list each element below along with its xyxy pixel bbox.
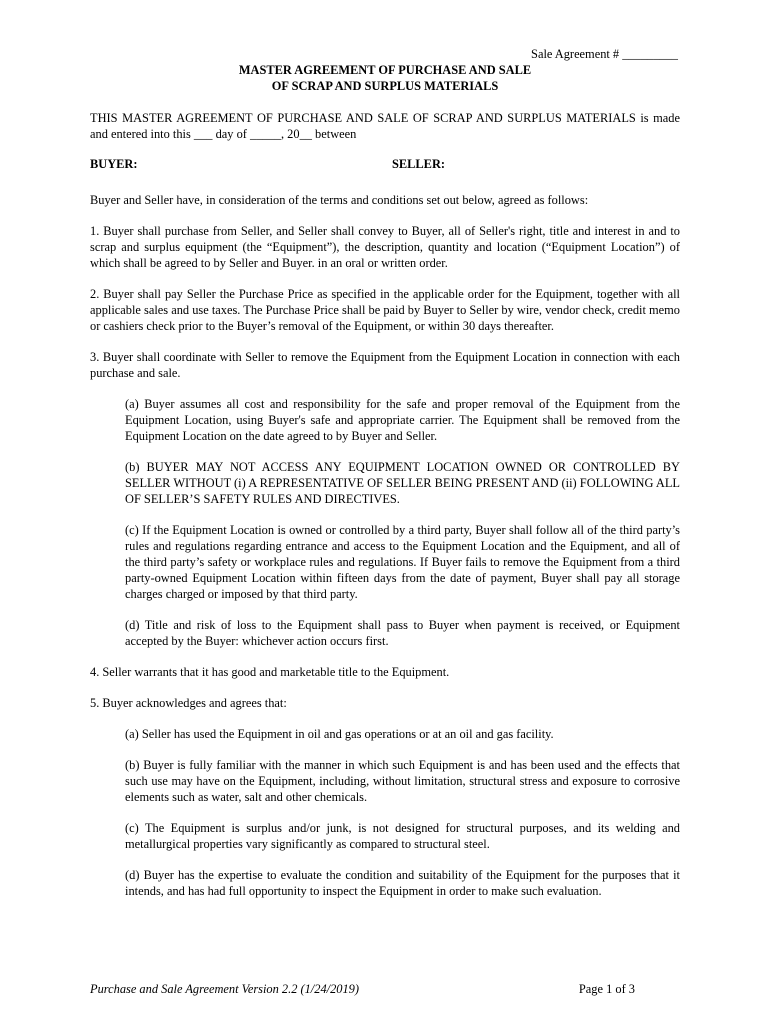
clause-3d: (d) Title and risk of loss to the Equipment shall pass to Buyer when payment is received, or Equipment accepted by the Buyer: whichever action occurs first. bbox=[125, 618, 680, 648]
clause-3c: (c) If the Equipment Location is owned or controlled by a third party, Buyer shall follow all of the third party’s rules and regulations regarding entrance and access to the Equipment Location and the Equipment, and all of the third party’s safety or workplace rules and regulations. If Buyer fails to remove the Equipment from a third party-owned Equipment Location within fifteen days from the date of payment, Buyer shall pay all storage charges charged or imposed by that third party. bbox=[125, 523, 680, 601]
clause-2: 2. Buyer shall pay Seller the Purchase Price as specified in the applicable order for the Equipment, together with all applicable sales and use taxes. The Purchase Price shall be paid by Buyer to Seller by wire, vendor check, credit memo or cashiers check prior to the Buyer’s removal of the Equipment, or within 30 days thereafter. bbox=[90, 287, 680, 333]
clause-1: 1. Buyer shall purchase from Seller, and Seller shall convey to Buyer, all of Seller's right, title and interest in and to scrap and surplus equipment (the “Equipment”), the description, quantity and location (“Equipment Location”) of which shall be agreed to by Seller and Buyer. in an oral or written order. bbox=[90, 224, 680, 270]
recital-paragraph: Buyer and Seller have, in consideration of the terms and conditions set out below, agreed as follows: bbox=[90, 193, 589, 207]
page-footer bbox=[90, 981, 635, 997]
clause-3a: (a) Buyer assumes all cost and responsibility for the safe and proper removal of the Equipment from the Equipment Location, using Buyer's safe and appropriate carrier. The Equipment shall be removed from the Equipment Location on the date agreed to by Buyer and Seller. bbox=[125, 397, 680, 443]
seller-label: SELLER: bbox=[392, 157, 446, 171]
clause-5d: (d) Buyer has the expertise to evaluate the condition and suitability of the Equipment for the purposes that it intends, and has had full opportunity to inspect the Equipment in order to make such evaluation. bbox=[125, 868, 680, 898]
agreement-body bbox=[90, 110, 680, 914]
version-label: Purchase and Sale Agreement Version 2.2 (1/24/2019) bbox=[90, 982, 359, 996]
buyer-label: BUYER: bbox=[90, 157, 138, 171]
sale-agreement-number: Sale Agreement # _________ bbox=[531, 47, 678, 61]
parties-row bbox=[90, 156, 680, 172]
intro-paragraph: THIS MASTER AGREEMENT OF PURCHASE AND SALE OF SCRAP AND SURPLUS MATERIALS is made and entered into this ___ day of _____, 20__ between bbox=[90, 111, 680, 141]
clause-5b: (b) Buyer is fully familiar with the manner in which such Equipment is and has been used and the effects that such use may have on the Equipment, including, without limitation, structural stress and exposure to corrosive elements such as water, salt and other chemicals. bbox=[125, 758, 680, 804]
clause-5c: (c) The Equipment is surplus and/or junk, is not designed for structural purposes, and its welding and metallurgical properties vary significantly as compared to structural steel. bbox=[125, 821, 680, 851]
page-number: Page 1 of 3 bbox=[578, 982, 635, 996]
clause-5: 5. Buyer acknowledges and agrees that: bbox=[90, 696, 287, 710]
clause-3: 3. Buyer shall coordinate with Seller to remove the Equipment from the Equipment Location in connection with each purchase and sale. bbox=[90, 350, 680, 380]
clause-3b: (b) BUYER MAY NOT ACCESS ANY EQUIPMENT LOCATION OWNED OR CONTROLLED BY SELLER WITHOUT (i) A REPRESENTATIVE OF SELLER BEING PRESENT AND (ii) FOLLOWING ALL OF SELLER’S SAFETY RULES AND DIRECTIVES. bbox=[125, 460, 680, 506]
document-title bbox=[90, 62, 680, 94]
clause-4: 4. Seller warrants that it has good and marketable title to the Equipment. bbox=[90, 665, 450, 679]
clause-5a: (a) Seller has used the Equipment in oil and gas operations or at an oil and gas facility. bbox=[125, 727, 554, 741]
title-line-1: MASTER AGREEMENT OF PURCHASE AND SALE bbox=[238, 63, 532, 77]
title-line-2: OF SCRAP AND SURPLUS MATERIALS bbox=[271, 79, 499, 93]
